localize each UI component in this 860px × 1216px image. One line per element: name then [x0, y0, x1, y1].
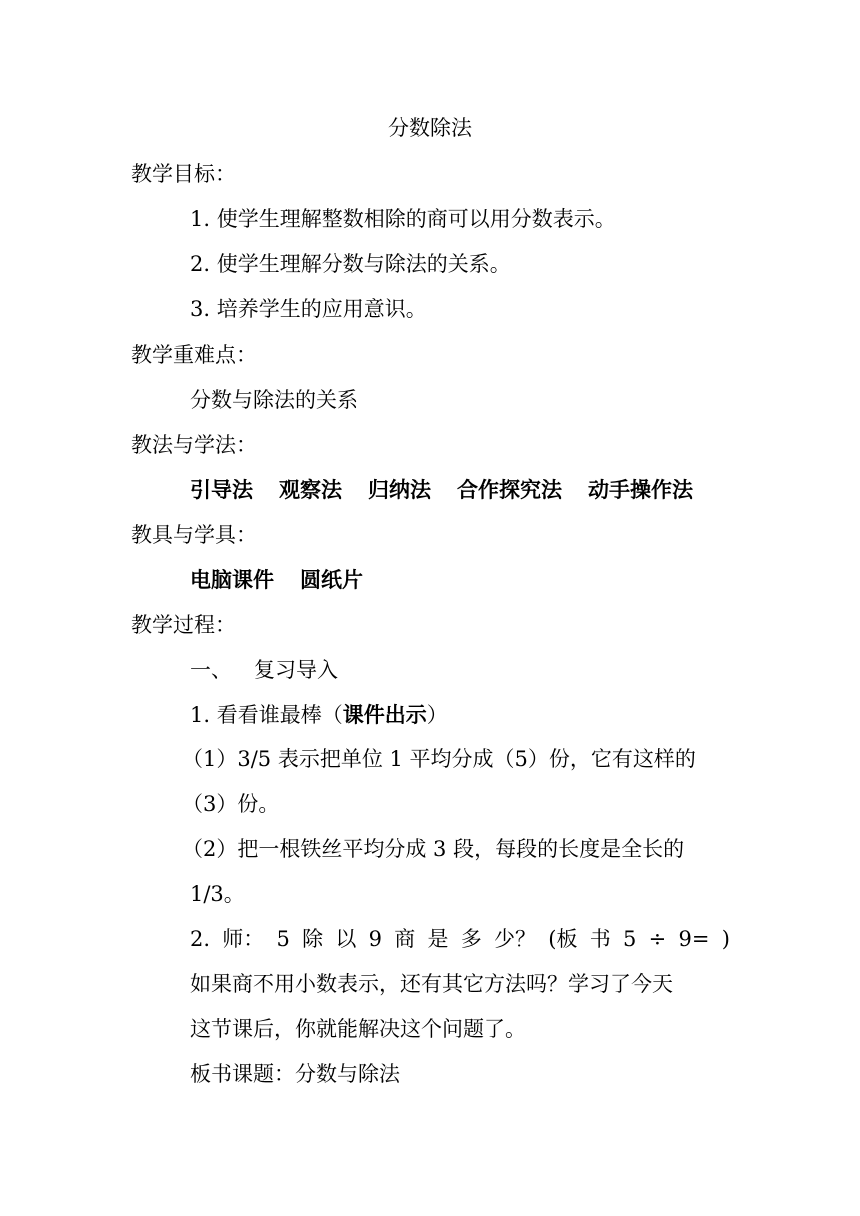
token: 5: [623, 927, 637, 951]
page-title: 分数除法: [388, 116, 472, 140]
method-item: 动手操作法: [588, 478, 693, 502]
objectives-heading: 教学目标：: [131, 162, 236, 186]
token: (板: [548, 927, 578, 951]
methods-heading: 教法与学法：: [131, 433, 257, 457]
method-item: 归纳法: [368, 478, 431, 502]
tool-item: 圆纸片: [300, 568, 363, 592]
method-item: 合作探究法: [457, 478, 562, 502]
objective-3: 3. 培养学生的应用意识。: [190, 297, 427, 321]
token: 师：: [222, 927, 265, 951]
methods-list: [190, 476, 693, 504]
item-2-line-2: 如果商不用小数表示，还有其它方法吗？学习了今天: [190, 972, 673, 996]
token: 5: [276, 927, 290, 951]
objective-1: 1. 使学生理解整数相除的商可以用分数表示。: [190, 207, 616, 231]
item-1-bold: 课件出示: [342, 703, 427, 727]
method-item: 观察法: [279, 478, 342, 502]
token: 除: [302, 927, 324, 951]
objective-2: 2. 使学生理解分数与除法的关系。: [190, 252, 511, 276]
question-1-line-2: （3）份。: [182, 792, 280, 816]
process-heading: 教学过程：: [131, 613, 236, 637]
token: 多: [460, 927, 482, 951]
token: 9=: [678, 927, 710, 951]
step-title: 复习导入: [254, 658, 338, 682]
question-1-line-1: （1）3/5 表示把单位 1 平均分成（5）份，它有这样的: [182, 747, 696, 771]
board-title: 板书课题：分数与除法: [190, 1062, 400, 1086]
step-number: 一、: [190, 658, 232, 682]
step-1-heading: [190, 656, 338, 684]
method-item: 引导法: [190, 478, 253, 502]
item-1-text: 1. 看看谁最棒（: [190, 703, 343, 727]
token: 9: [368, 927, 383, 951]
key-points-text: 分数与除法的关系: [190, 388, 358, 412]
token: 是: [427, 927, 449, 951]
question-2-line-2: 1/3。: [190, 882, 245, 906]
token: 书: [589, 927, 611, 951]
token: 2.: [190, 927, 211, 951]
token: 少？: [494, 927, 537, 951]
item-2-line-1: [190, 925, 730, 953]
token: ÷: [648, 927, 667, 951]
token: ): [721, 927, 730, 951]
token: 以: [335, 927, 357, 951]
tools-list: [190, 566, 363, 594]
key-points-heading: 教学重难点：: [131, 343, 257, 367]
item-1-close: ）: [426, 703, 448, 727]
item-1: [190, 701, 448, 729]
tool-item: 电脑课件: [190, 568, 274, 592]
tools-heading: 教具与学具：: [131, 523, 257, 547]
question-2-line-1: （2）把一根铁丝平均分成 3 段，每段的长度是全长的: [182, 837, 685, 861]
token: 商: [394, 927, 416, 951]
item-2-line-3: 这节课后，你就能解决这个问题了。: [190, 1017, 526, 1041]
